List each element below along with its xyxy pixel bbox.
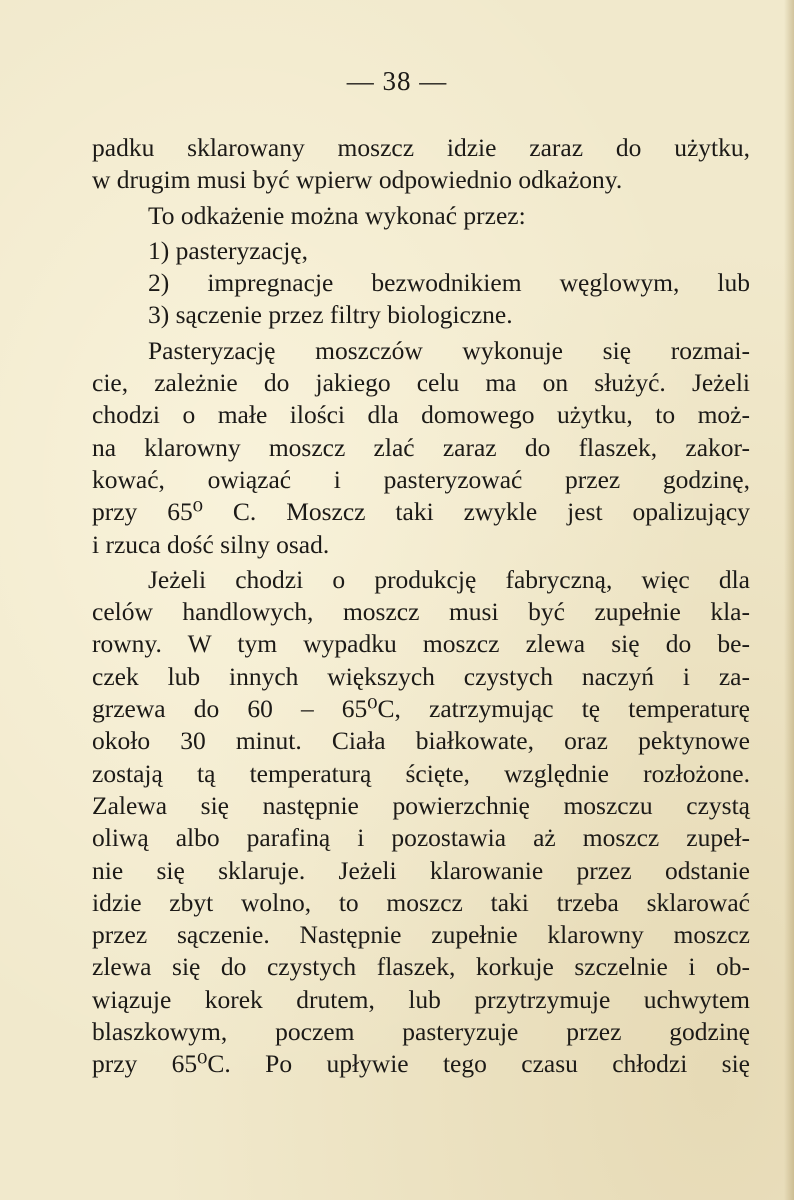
text-line: To odkażenie można wykonać przez:	[148, 200, 526, 230]
text-line: kować, owiązać i pasteryzować przez godzinę,	[92, 464, 750, 494]
list-item: 3) sączenie przez filtry biologiczne.	[148, 300, 513, 330]
text-line: wiązuje korek drutem, lub przytrzymuje uchwytem	[92, 984, 750, 1014]
page-edge-shadow	[784, 0, 794, 1200]
text-line: na klarowny moszcz zlać zaraz do flaszek, zakor-	[92, 432, 750, 462]
text-line: grzewa do 60 – 65⁰C, zatrzymując tę temperaturę	[92, 694, 750, 724]
text-line: oliwą albo parafiną i pozostawia aż moszcz zupeł-	[92, 823, 750, 853]
text-line: zlewa się do czystych flaszek, korkuje szczelnie i ob-	[92, 952, 750, 982]
text-line: i rzuca dość silny osad.	[92, 529, 330, 559]
list-item: 2) impregnacje bezwodnikiem węglowym, lub	[148, 268, 750, 298]
text-line: zostają tą temperaturą ścięte, względnie rozłożone.	[92, 758, 750, 788]
text-line: Pasteryzację moszczów wykonuje się rozmai-	[148, 335, 750, 365]
text-line: Zalewa się następnie powierzchnię moszczu czystą	[92, 790, 750, 820]
text-line: przy 65⁰ C. Moszcz taki zwykle jest opalizujący	[92, 497, 750, 527]
text-line: czek lub innych większych czystych naczyń i za-	[92, 661, 750, 691]
text-line: przy 65⁰C. Po upływie tego czasu chłodzi się	[92, 1049, 750, 1079]
page-number: — 38 —	[346, 66, 448, 96]
text-line: rowny. W tym wypadku moszcz zlewa się do be-	[92, 629, 750, 659]
text-line: nie się sklaruje. Jeżeli klarowanie przez odstanie	[92, 855, 750, 885]
text-line: celów handlowych, moszcz musi być zupełnie kla-	[92, 597, 750, 627]
body-text	[92, 132, 750, 1081]
text-line: blaszkowym, poczem pasteryzuje przez godzinę	[92, 1017, 750, 1047]
text-line: cie, zależnie do jakiego celu ma on służyć. Jeżeli	[92, 368, 750, 398]
list-item: 1) pasteryzację,	[148, 235, 308, 265]
text-line: około 30 minut. Ciała białkowate, oraz pektynowe	[92, 726, 750, 756]
text-line: chodzi o małe ilości dla domowego użytku, to moż-	[92, 400, 750, 430]
text-line: w drugim musi być wpierw odpowiednio odkażony.	[92, 165, 623, 195]
text-line: idzie zbyt wolno, to moszcz taki trzeba sklarować	[92, 887, 750, 917]
text-line: Jeżeli chodzi o produkcję fabryczną, więc dla	[148, 564, 750, 594]
text-line: przez sączenie. Następnie zupełnie klarowny moszcz	[92, 920, 750, 950]
text-line: padku sklarowany moszcz idzie zaraz do użytku,	[92, 133, 750, 162]
